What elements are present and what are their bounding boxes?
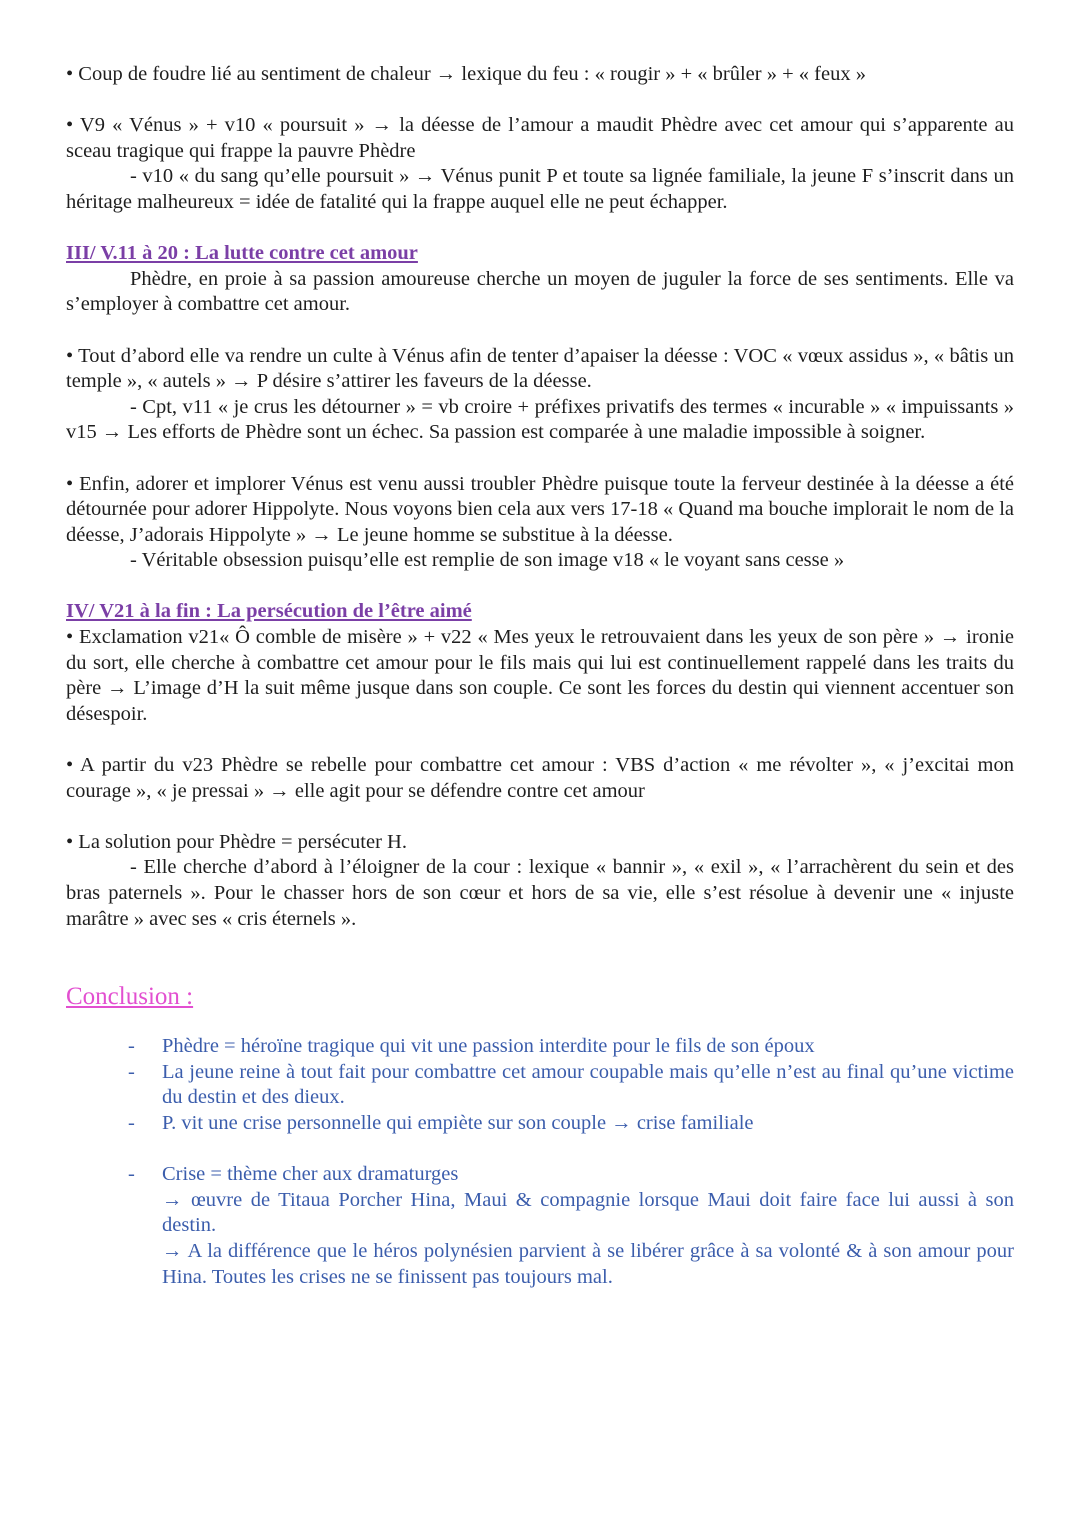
- section3-bullet-culte-sub: - Cpt, v11 « je crus les détourner » = vb croire + préfixes privatifs des termes « incurable » « impuissants » v15 → Les efforts de Phèdre sont un échec. Sa passion est comparée à une maladie impossible à soigner.: [66, 395, 1014, 444]
- section3-intro: Phèdre, en proie à sa passion amoureuse cherche un moyen de juguler la force de ses sentiments. Elle va s’employer à combattre cet amour.: [66, 267, 1014, 316]
- section4-bullet-solution: • La solution pour Phèdre = persécuter H.: [66, 830, 407, 853]
- conclusion-item: - P. vit une crise personnelle qui empiète sur son couple → crise familiale: [128, 1111, 754, 1134]
- section4-bullet-solution-sub: - Elle cherche d’abord à l’éloigner de la cour : lexique « bannir », « exil », « l’arrachèrent du sein et des bras paternels ». Pour le chasser hors de son cœur et hors de sa vie, elle s’est résolue à devenir une « injuste marâtre » avec ses « cris éternels ».: [66, 856, 1014, 930]
- conclusion-item: - La jeune reine à tout fait pour combattre cet amour coupable mais qu’elle n’est au final qu’une victime du destin et des dieux.: [128, 1060, 1014, 1109]
- conclusion-title: Conclusion :: [66, 983, 194, 1011]
- paragraph-coup-de-foudre: • Coup de foudre lié au sentiment de chaleur → lexique du feu : « rougir » + « brûler » + « feux »: [66, 63, 866, 85]
- section3-bullet-adorer: • Enfin, adorer et implorer Vénus est venu aussi troubler Phèdre puisque toute la ferveur destinée à la déesse a été détournée pour adorer Hippolyte. Nous voyons bien cela aux vers 17-18 « Quand ma bouche implorait le nom de la déesse, J’adorais Hippolyte » → Le jeune homme se substitue à la déesse.: [66, 472, 1014, 546]
- document-page: [66, 62, 1014, 1290]
- paragraph-venus-sub: - v10 « du sang qu’elle poursuit » → Vénus punit P et toute sa lignée familiale, la jeune F s’inscrit dans un héritage malheureux = idée de fatalité qui la frappe auquel elle ne peut échapper.: [66, 165, 1014, 213]
- section3-bullet-culte: • Tout d’abord elle va rendre un culte à Vénus afin de tenter d’apaiser la déesse : VOC « vœux assidus », « bâtis un temple », « autels » → P désire s’attirer les faveurs de la déesse.: [66, 344, 1014, 393]
- section-heading-3: III/ V.11 à 20 : La lutte contre cet amour: [66, 242, 418, 265]
- section4-bullet-exclamation: • Exclamation v21« Ô comble de misère » + v22 « Mes yeux le retrouvaient dans les yeux de son père » → ironie du sort, elle cherche à combattre cet amour pour le fils mais qui lui est continuellement rappelé dans les traits du père → L’image d’H la suit même jusque dans son couple. Ce sont les forces du destin qui viennent accentuer son désespoir.: [66, 626, 1014, 725]
- paragraph-venus: • V9 « Vénus » + v10 « poursuit » → la déesse de l’amour a maudit Phèdre avec cet amour qui s’apparente au sceau tragique qui frappe la pauvre Phèdre: [66, 114, 1014, 162]
- conclusion-item: - Crise = thème cher aux dramaturges: [128, 1163, 459, 1186]
- conclusion-item: - Phèdre = héroïne tragique qui vit une passion interdite pour le fils de son époux: [128, 1035, 815, 1058]
- section-heading-4: IV/ V21 à la fin : La persécution de l’être aimé: [66, 600, 472, 623]
- section3-bullet-adorer-sub: - Véritable obsession puisqu’elle est remplie de son image v18 « le voyant sans cesse »: [130, 549, 845, 572]
- conclusion-item-sub: → œuvre de Titaua Porcher Hina, Maui & compagnie lorsque Maui doit faire face lui aussi à son destin.: [162, 1188, 1014, 1237]
- section4-bullet-rebelle: • A partir du v23 Phèdre se rebelle pour combattre cet amour : VBS d’action « me révolter », « j’excitai mon courage », « je pressai » → elle agit pour se défendre contre cet amour: [66, 754, 1014, 802]
- conclusion-list: [66, 1034, 1014, 1290]
- conclusion-item-sub: → A la différence que le héros polynésien parvient à se libérer grâce à sa volonté & à son amour pour Hina. Toutes les crises ne se finissent pas toujours mal.: [162, 1239, 1014, 1288]
